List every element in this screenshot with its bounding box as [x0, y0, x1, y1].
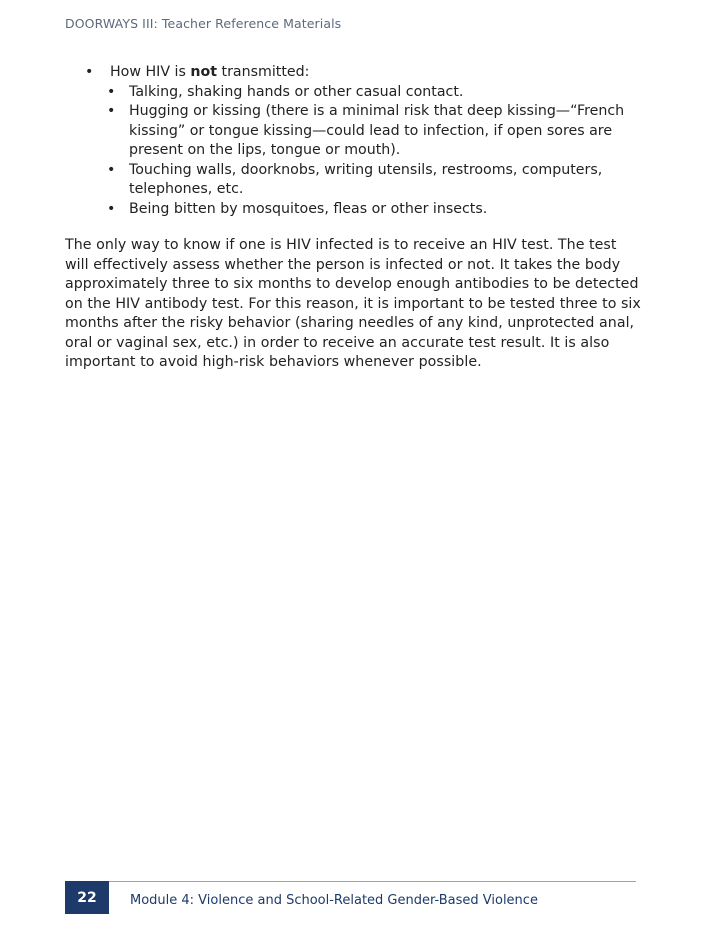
list-item: [65, 102, 641, 161]
list-heading-suffix: transmitted:: [217, 64, 310, 80]
bullet-icon: •: [85, 64, 94, 80]
footer-divider: [65, 881, 636, 882]
list-item-text: Being bitten by mosquitoes, fleas or other insects.: [129, 200, 488, 217]
list-item: [65, 200, 641, 220]
list-heading-emphasis: not: [190, 64, 218, 80]
list-item-text: Touching walls, doorknobs, writing utensils, restrooms, computers, telephones, etc.: [129, 161, 603, 197]
list-item-text: Hugging or kissing (there is a minimal risk that deep kissing—“French kissing” or tongue kissing—could lead to infection, if open sores are present on the lips, tongue or mouth).: [129, 103, 625, 158]
running-header: DOORWAYS III: Teacher Reference Materials: [65, 16, 342, 31]
main-content: [65, 63, 641, 387]
list-item: [65, 63, 641, 83]
page-number: 22: [65, 881, 109, 914]
list-item: [65, 83, 641, 103]
bullet-icon: •: [107, 200, 116, 217]
list-heading-prefix: How HIV is: [110, 64, 191, 80]
bullet-icon: •: [107, 161, 116, 178]
body-paragraph: The only way to know if one is HIV infected is to receive an HIV test. The test will effectively assess whether the person is infected or not. It takes the body approximately three to six months to develop enough antibodies to be detected on the HIV antibody test. For this reason, it is important to be tested three to six months after the risky behavior (sharing needles of any kind, unprotected anal, oral or vaginal sex, etc.) in order to receive an accurate test result. It is also important to avoid high-risk behaviors whenever possible.: [65, 237, 641, 370]
bullet-icon: •: [107, 103, 116, 119]
list-item-text: Talking, shaking hands or other casual contact.: [129, 83, 464, 100]
footer-module-title: Module 4: Violence and School-Related Gender-Based Violence: [130, 893, 538, 908]
list-item: [65, 161, 641, 200]
bullet-icon: •: [107, 83, 116, 100]
